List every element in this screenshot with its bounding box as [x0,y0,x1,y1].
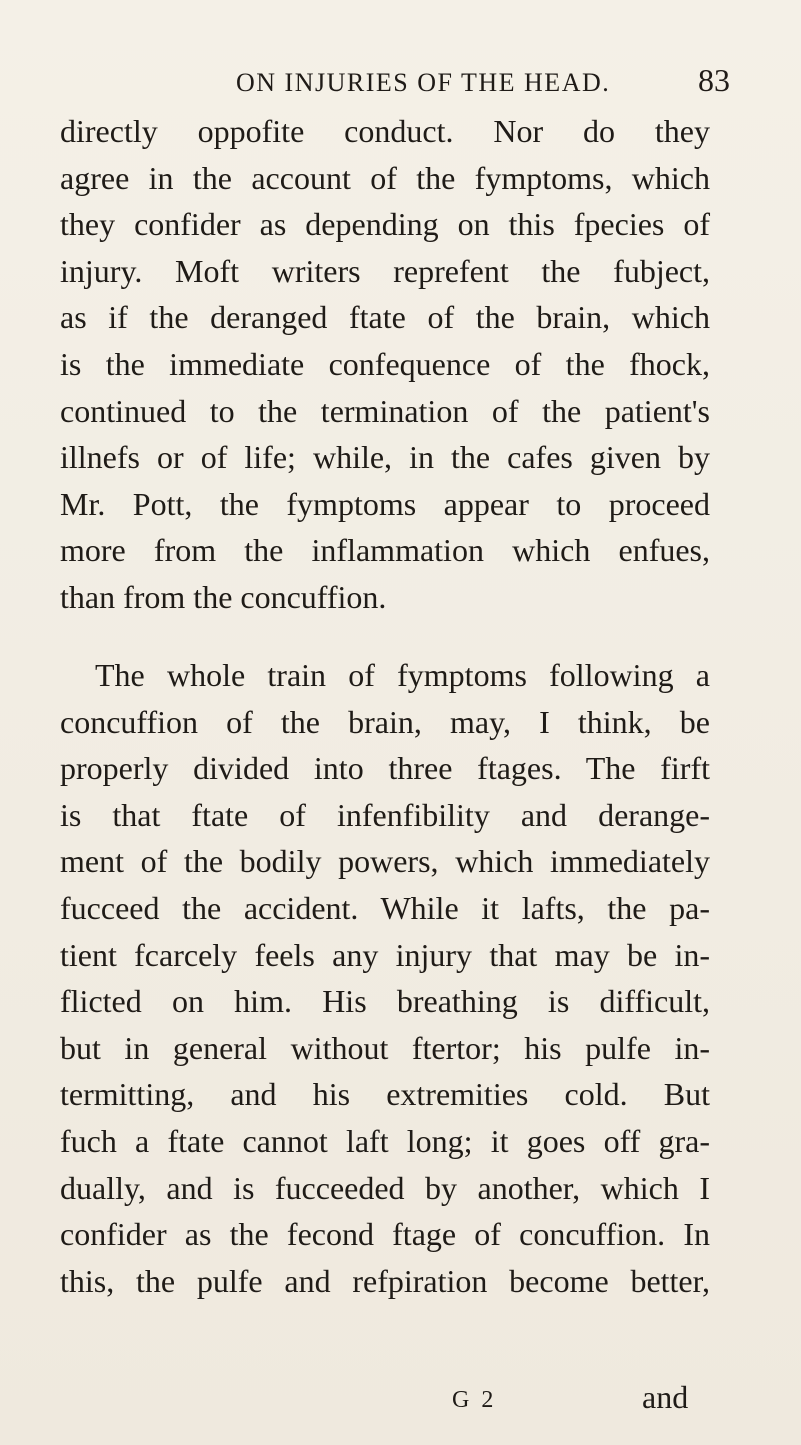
page-footer [0,1379,801,1425]
text-line: agree in the account of the fymptoms, which [60,159,710,196]
paragraph-2 [60,652,710,1304]
text-line: termitting, and his extremities cold. But [60,1076,710,1113]
text-line: continued to the termination of the patient's [60,392,710,429]
text-line: is the immediate confequence of the fhock, [60,345,710,382]
page-number: 83 [698,62,730,98]
text-line: confider as the fecond ftage of concuffion. In [60,1216,710,1253]
text-line: as if the deranged ftate of the brain, which [60,299,710,336]
text-line: but in general without ftertor; his pulfe in- [60,1029,710,1066]
text-line: this, the pulfe and refpiration become better, [60,1262,710,1299]
text-line: fuch a ftate cannot laft long; it goes off gra- [60,1122,710,1159]
text-line: injury. Moft writers reprefent the fubject, [60,252,710,289]
text-line: Mr. Pott, the fymptoms appear to proceed [60,485,710,522]
text-line: they confider as depending on this fpecies of [60,206,710,243]
text-line: than from the concuffion. [60,578,387,615]
text-line: dually, and is fucceeded by another, which I [60,1169,710,1206]
text-line: fucceed the accident. While it lafts, the pa- [60,889,710,926]
text-line: illnefs or of life; while, in the cafes given by [60,439,710,476]
catchword: and [642,1379,689,1415]
paragraph-1 [60,108,710,621]
text-line: properly divided into three ftages. The firft [60,750,710,787]
text-line: directly oppofite conduct. Nor do they [60,113,710,149]
text-line: is that ftate of infenfibility and derange- [60,796,710,833]
text-line: flicted on him. His breathing is difficult, [60,983,710,1020]
text-line: concuffion of the brain, may, I think, be [60,703,710,740]
running-head [0,58,801,106]
text-line: more from the inflammation which enfues, [60,532,710,569]
text-line: The whole train of fymptoms following a [95,657,710,693]
running-title: ON INJURIES OF THE HEAD. [236,68,611,97]
text-line: tient fcarcely feels any injury that may be in- [60,936,710,973]
text-line: ment of the bodily powers, which immediately [60,843,710,880]
signature-mark: G 2 [452,1387,497,1413]
